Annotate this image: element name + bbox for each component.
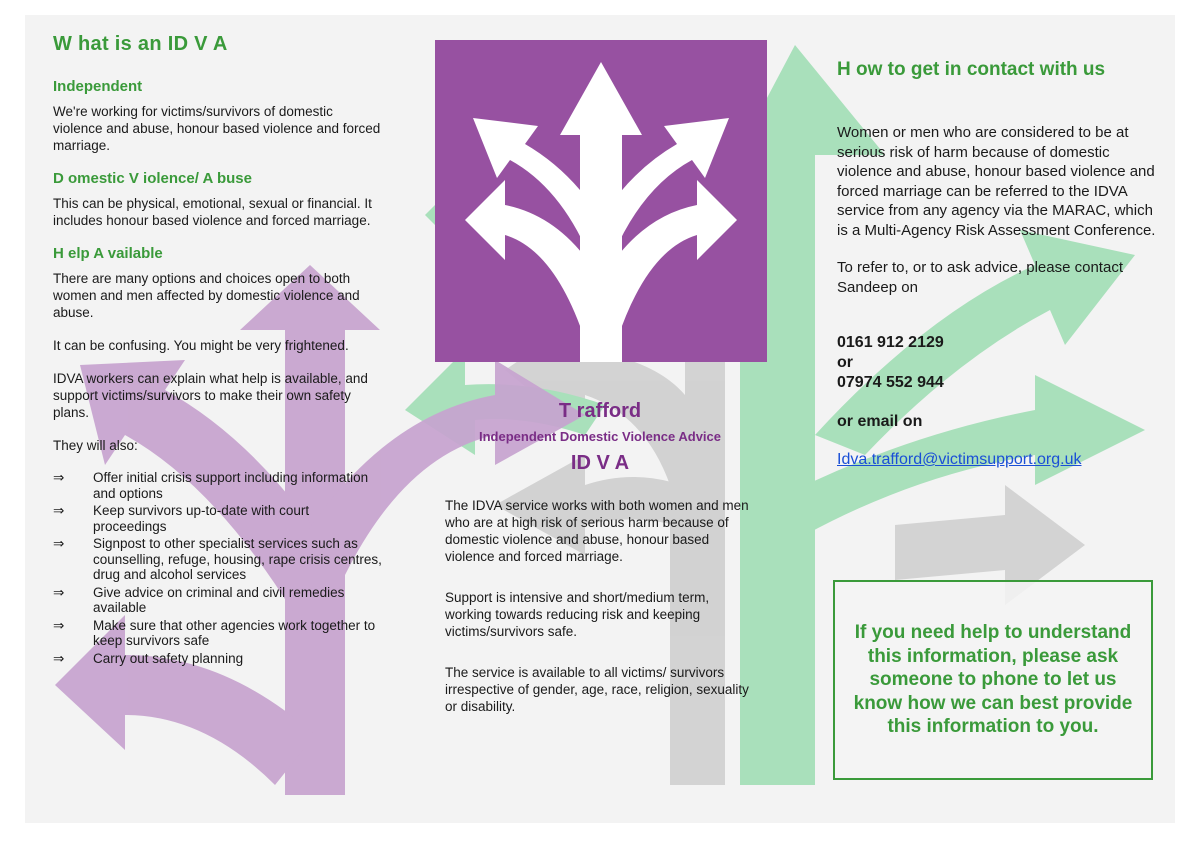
idva-logo [435, 40, 767, 362]
list-item: ⇒ Make sure that other agencies work together to keep survivors safe [53, 617, 376, 648]
left-title: W hat is an ID V A [53, 33, 228, 55]
brand-title: T rafford [558, 400, 642, 422]
contact-column [837, 59, 1157, 469]
service-text-2: Support is intensive and short/medium term, working towards reducing risk and keeping victims/survivors safe. [445, 590, 710, 639]
contact-title: H ow to get in contact with us [837, 59, 1106, 80]
services-list [53, 470, 383, 666]
help-text-1: There are many options and choices open to both women and men affected by domestic violence and abuse. [53, 271, 360, 320]
list-item: ⇒ Carry out safety planning [53, 650, 244, 666]
service-text-1: The IDVA service works with both women and men who are at high risk of serious harm because of domestic violence and abuse, honour based violence and forced marriage. [445, 498, 749, 564]
help-box-text: If you need help to understand this information, please ask someone to phone to let us know how we can best provide this information to you. [853, 622, 1133, 738]
help-text-3: IDVA workers can explain what help is available, and support victims/survivors to make their own safety plans. [53, 371, 368, 420]
list-item: ⇒ Signpost to other specialist services such as counselling, refuge, housing, rape crisis centres, drug and alcohol services [53, 536, 382, 582]
arrow-bullet-icon: ⇒ [53, 536, 65, 551]
list-item: ⇒ Keep survivors up-to-date with court proceedings [53, 503, 310, 534]
arrow-bullet-icon: ⇒ [53, 617, 65, 633]
independent-text: We're working for victims/survivors of domestic violence and abuse, honour based violence and forced marriage. [53, 104, 381, 153]
email-label: or email on [837, 413, 923, 430]
email-link[interactable]: Idva.trafford@victimsupport.org.uk [837, 451, 1082, 468]
heading-help-available: H elp A vailable [53, 245, 163, 262]
heading-domestic-violence: D omestic V iolence/ A buse [53, 170, 252, 187]
phone-number-2[interactable]: 07974 552 944 [837, 374, 944, 391]
referral-text: Women or men who are considered to be at serious risk of harm because of domestic violence and abuse, honour based violence and forced marriage can be referred to the IDVA service from any agency via the MARAC, which is a Multi-Agency Risk Assessment Conference. [837, 124, 1156, 239]
list-item: ⇒ Offer initial crisis support including information and options [53, 470, 369, 501]
arrow-bullet-icon: ⇒ [53, 503, 65, 518]
or-label: or [837, 354, 853, 371]
list-item: ⇒ Give advice on criminal and civil remedies available [53, 584, 345, 615]
arrow-bullet-icon: ⇒ [53, 470, 65, 485]
service-text-3: The service is available to all victims/ survivors irrespective of gender, age, race, religion, sexuality or disability. [445, 665, 749, 714]
what-is-idva-column [53, 33, 383, 668]
help-text-2: It can be confusing. You might be very frightened. [53, 338, 349, 353]
help-text-4: They will also: [53, 438, 138, 453]
phone-number-1[interactable]: 0161 912 2129 [837, 334, 944, 351]
heading-independent: Independent [53, 78, 143, 95]
arrow-bullet-icon: ⇒ [53, 584, 65, 600]
brand-abbreviation: ID V A [570, 452, 630, 474]
branching-arrows-icon [435, 40, 767, 362]
leaflet-page [25, 15, 1175, 823]
brand-subtitle: Independent Domestic Violence Advice [478, 429, 721, 444]
service-description-column [445, 400, 755, 739]
contact-text: To refer to, or to ask advice, please contact Sandeep on [837, 259, 1123, 296]
arrow-bullet-icon: ⇒ [53, 650, 65, 666]
accessibility-help-box [833, 580, 1153, 780]
domestic-violence-text: This can be physical, emotional, sexual or financial. It includes honour based violence and forced marriage. [53, 196, 372, 228]
